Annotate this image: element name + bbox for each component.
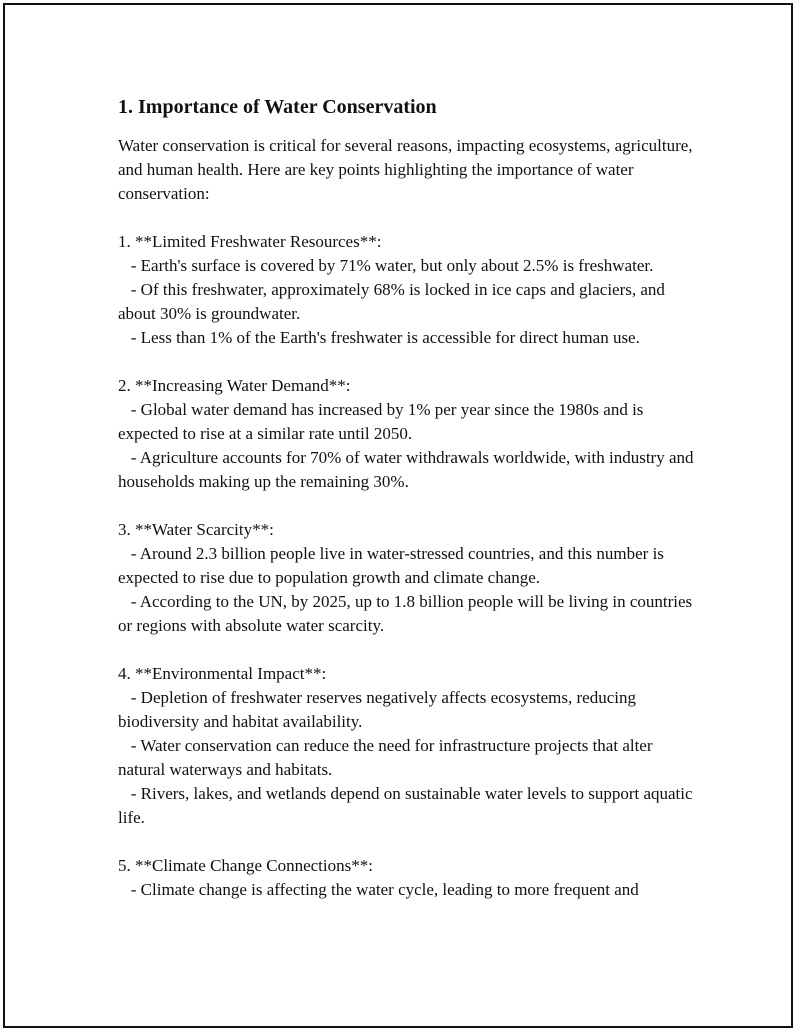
- list-item: [118, 230, 698, 350]
- item-title: 2. **Increasing Water Demand**:: [118, 376, 351, 395]
- intro-paragraph: Water conservation is critical for several reasons, impacting ecosystems, agriculture, and human health. Here are key points highlighting the importance of water conservation:: [118, 136, 693, 203]
- item-title: 5. **Climate Change Connections**:: [118, 856, 373, 875]
- item-title: 3. **Water Scarcity**:: [118, 520, 274, 539]
- bullet-text: - Water conservation can reduce the need for infrastructure projects that alter natural waterways and habitats.: [118, 736, 653, 779]
- document-body: [118, 95, 698, 902]
- bullet-text: - Of this freshwater, approximately 68% is locked in ice caps and glaciers, and about 30% is groundwater.: [118, 280, 665, 323]
- bullet-text: - According to the UN, by 2025, up to 1.8 billion people will be living in countries or regions with absolute water scarcity.: [118, 592, 693, 635]
- bullet-text: - Around 2.3 billion people live in water-stressed countries, and this number is expected to rise due to population growth and climate change.: [118, 544, 664, 587]
- section-heading: 1. Importance of Water Conservation: [118, 96, 437, 118]
- bullet-text: - Global water demand has increased by 1% per year since the 1980s and is expected to rise at a similar rate until 2050.: [118, 400, 644, 443]
- bullet-text: - Climate change is affecting the water cycle, leading to more frequent and: [130, 880, 639, 899]
- bullet-text: - Less than 1% of the Earth's freshwater is accessible for direct human use.: [130, 328, 640, 347]
- bullet-text: - Depletion of freshwater reserves negatively affects ecosystems, reducing biodiversity and habitat availability.: [118, 688, 636, 731]
- list-item: [118, 518, 698, 638]
- item-title: 4. **Environmental Impact**:: [118, 664, 327, 683]
- list-item: [118, 374, 698, 494]
- list-item: [118, 854, 698, 902]
- list-item: [118, 662, 698, 830]
- bullet-text: - Earth's surface is covered by 71% water, but only about 2.5% is freshwater.: [130, 256, 654, 275]
- item-title: 1. **Limited Freshwater Resources**:: [118, 232, 382, 251]
- bullet-text: - Rivers, lakes, and wetlands depend on sustainable water levels to support aquatic life.: [118, 784, 693, 827]
- bullet-text: - Agriculture accounts for 70% of water withdrawals worldwide, with industry and households making up the remaining 30%.: [118, 448, 694, 491]
